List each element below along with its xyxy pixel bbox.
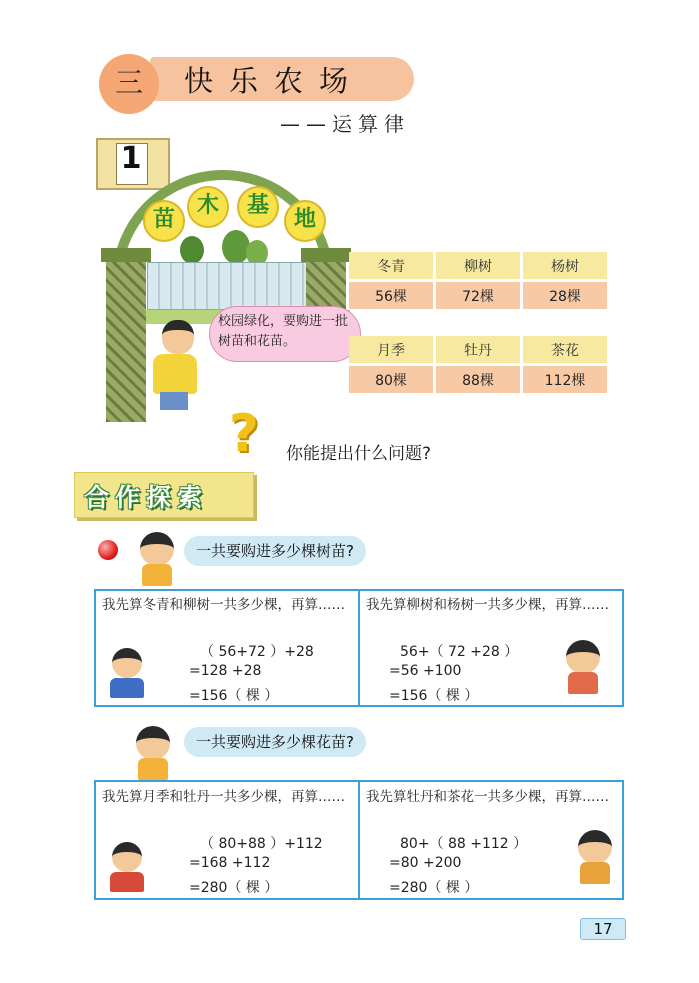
boy-avatar-body	[110, 872, 144, 892]
girl-head	[136, 726, 170, 760]
calc-line: =56 +100	[389, 663, 462, 679]
page-number: 17	[580, 918, 626, 940]
boy-avatar-body	[110, 678, 144, 698]
question-text: 你能提出什么问题?	[286, 444, 432, 464]
flower-question: 一共要购进多少棵花苗?	[184, 727, 366, 757]
calc-line: =280（ 棵 ）	[389, 880, 479, 896]
boy-head	[162, 320, 194, 354]
flower-table	[346, 336, 610, 393]
lesson-number: 1	[120, 141, 142, 176]
method-divider	[358, 780, 360, 900]
girl-head	[140, 532, 174, 566]
flower-count: 80棵	[349, 366, 433, 393]
method-divider	[358, 589, 360, 707]
tree-name: 冬青	[349, 252, 433, 279]
tree-count: 56棵	[349, 282, 433, 309]
calc-line: 80+（ 88 +112 ）	[400, 836, 528, 852]
flower-name: 月季	[349, 336, 433, 363]
girl-body	[142, 564, 172, 586]
sign-char: 基	[237, 186, 279, 228]
pillar-left	[106, 262, 146, 422]
sign-char: 地	[284, 200, 326, 242]
unit-number: 三	[114, 66, 143, 99]
sign-char: 苗	[143, 200, 185, 242]
girl-avatar-body	[580, 862, 610, 884]
calc-line: =168 +112	[189, 855, 271, 871]
pillar-cap	[301, 248, 351, 262]
girl-body	[138, 758, 168, 780]
flower-name: 茶花	[523, 336, 607, 363]
calc-line: =156（ 棵 ）	[389, 688, 479, 704]
flower-count: 112棵	[523, 366, 607, 393]
pillar-cap	[101, 248, 151, 262]
calc-line: （ 80+88 ）+112	[200, 836, 323, 852]
calc-line: 56+（ 72 +28 ）	[400, 644, 519, 660]
tree-name: 杨树	[523, 252, 607, 279]
method-label: 我先算月季和牡丹一共多少棵，再算……	[102, 789, 345, 805]
calc-line: =80 +200	[389, 855, 462, 871]
tree-table	[346, 252, 610, 309]
girl-avatar	[566, 640, 600, 674]
tree-count: 28棵	[523, 282, 607, 309]
girl-avatar-body	[568, 672, 598, 694]
question-mark-icon: ?	[228, 404, 260, 464]
calc-line: =156（ 棵 ）	[189, 688, 279, 704]
unit-subtitle: ——运算律	[280, 112, 410, 136]
boy-avatar	[112, 648, 142, 678]
calc-line: =280（ 棵 ）	[189, 880, 279, 896]
boy-legs	[160, 392, 188, 410]
calc-line: =128 +28	[189, 663, 262, 679]
tree-name: 柳树	[436, 252, 520, 279]
tree-count: 72棵	[436, 282, 520, 309]
boy-avatar	[112, 842, 142, 872]
girl-avatar	[578, 830, 612, 864]
method-label: 我先算冬青和柳树一共多少棵，再算……	[102, 597, 345, 613]
unit-title: 快乐农场	[184, 64, 365, 98]
method-label: 我先算牡丹和茶花一共多少棵，再算……	[366, 789, 609, 805]
calc-line: （ 56+72 ）+28	[200, 644, 314, 660]
boy-body	[153, 354, 197, 394]
flower-name: 牡丹	[436, 336, 520, 363]
sign-char: 木	[187, 186, 229, 228]
flower-count: 88棵	[436, 366, 520, 393]
bullet-icon	[98, 540, 118, 560]
tree-question: 一共要购进多少棵树苗?	[184, 536, 366, 566]
section-title: 合作探索	[84, 483, 209, 512]
method-label: 我先算柳树和杨树一共多少棵，再算……	[366, 597, 609, 613]
speech-text: 校园绿化，要购进一批树苗和花苗。	[218, 314, 349, 349]
